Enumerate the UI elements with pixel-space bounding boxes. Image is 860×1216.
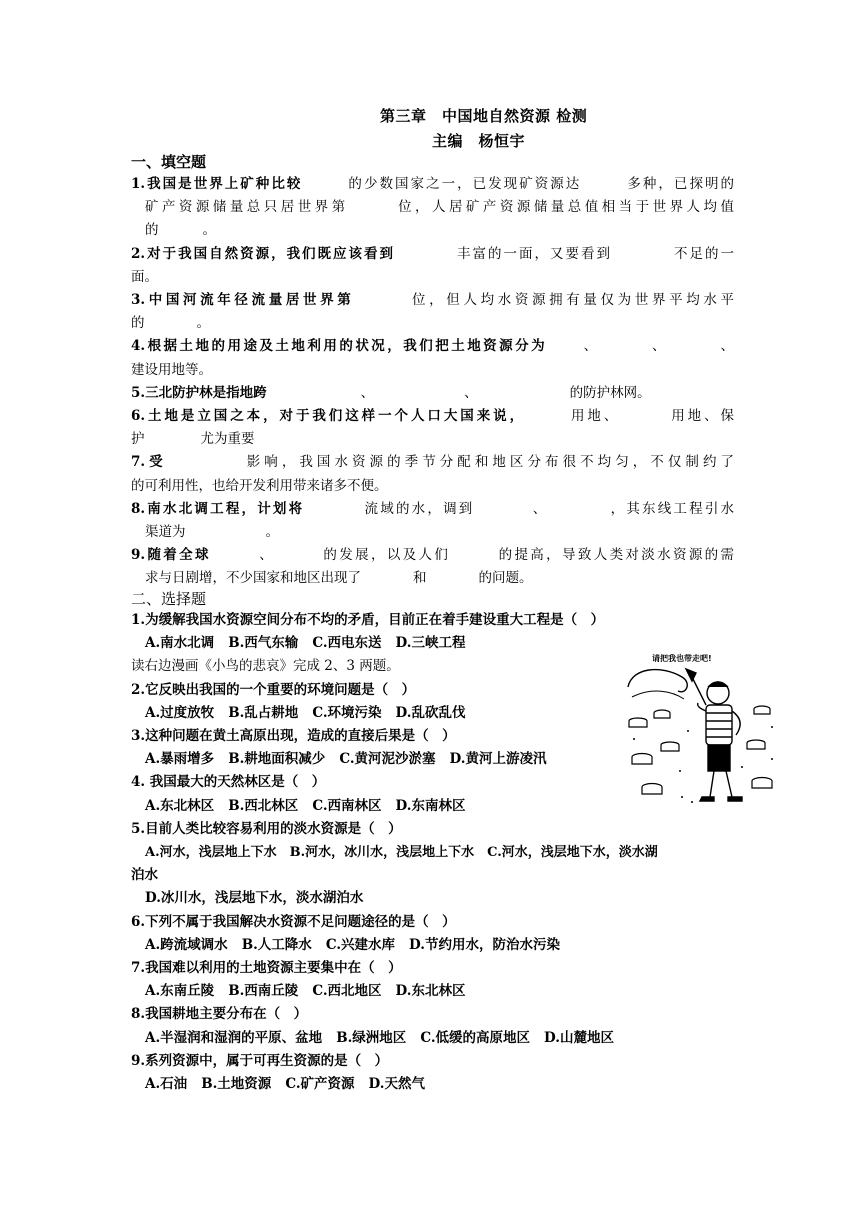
choice-question-9: 9.系列资源中，属于可再生资源的是（ ） [131, 1052, 389, 1069]
choice-options-7: A.东南丘陵 B.西南丘陵 C.西北地区 D.东北林区 [145, 983, 466, 1000]
flight-path-icon [628, 670, 687, 692]
question-2-line: 2.对于我国自然资源，我们既应该看到 丰富的一面，又要看到 不足的一 [131, 245, 735, 262]
flight-path-icon [632, 691, 684, 699]
question-9-line: 求与日剧增，不少国家和地区出现了 和 的问题。 [145, 570, 533, 587]
striped-shirt [706, 705, 732, 745]
choice-question-6: 6.下列不属于我国解决水资源不足问题途径的是（ ） [131, 913, 456, 930]
cartoon-instruction: 读右边漫画《小鸟的悲哀》完成 2、3 两题。 [131, 658, 400, 675]
tree-stump-icon [632, 754, 652, 765]
tree-stump-icon [661, 742, 679, 751]
choice-options-9: A.石油 B.土地资源 C.矿产资源 D.天然气 [145, 1076, 425, 1093]
tree-stump-icon [752, 778, 772, 789]
question-1-line: 矿产资源储量总只居世界第 位，人居矿产资源储量总值相当于世界人均值 [145, 199, 734, 216]
choice-options-6: A.跨流域调水 B.人工降水 C.兴建水库 D.节约用水，防治水污染 [145, 936, 560, 953]
choice-question-7: 7.我国难以利用的土地资源主要集中在（ ） [131, 960, 402, 977]
choice-question-3: 3.这种问题在黄土高原出现，造成的直接后果是（ ） [131, 728, 456, 745]
question-7-line: 的可利用性，也给开发利用带来诸多不便。 [131, 477, 388, 494]
choice-question-5: 5.目前人类比较容易利用的淡水资源是（ ） [131, 820, 402, 837]
choice-options-5: D.冰川水，浅层地下水，淡水湖泊水 [145, 890, 364, 907]
question-2-line: 面。 [131, 268, 158, 285]
choice-question-2: 2.它反映出我国的一个重要的环境问题是（ ） [131, 681, 416, 698]
choice-question-1: 1.为缓解我国水资源空间分布不均的矛盾，目前正在着手建设重大工程是（ ） [131, 612, 605, 628]
choice-options-2: A.过度放牧 B.乱占耕地 C.环境污染 D.乱砍乱伐 [145, 704, 466, 721]
question-8-line: 渠道为 。 [145, 524, 279, 541]
tree-stump-icon [629, 718, 647, 727]
choice-question-8: 8.我国耕地主要分布在（ ） [131, 1006, 308, 1023]
question-9-line: 9.随着全球 、 的发展，以及人们 的提高，导致人类对淡水资源的需 [131, 547, 735, 564]
question-8-line: 8.南水北调工程，计划将 流域的水，调到 、 ，其东线工程引水 [131, 500, 735, 517]
lumberjack-figure [686, 669, 742, 801]
question-6-line: 护 尤为重要 [131, 431, 255, 448]
tree-stump-icon [654, 710, 670, 718]
section-fill-blank-heading: 一、填空题 [131, 153, 207, 171]
fill-blank-questions [131, 173, 734, 591]
question-6-line: 6.土地是立国之本，对于我们这样一个人口大国来说， 用地、 用地、保 [131, 408, 735, 425]
trousers [708, 745, 730, 771]
choice-options-1: A.南水北调 B.西气东输 C.西电东送 D.三峡工程 [145, 635, 466, 652]
tree-stump-icon [747, 740, 765, 749]
question-1-line: 1.我国是世界上矿种比较 的少数国家之一，已发现矿资源达 多种，已探明的 [131, 176, 735, 192]
question-5-line: 5.三北防护林是指地跨 、 、 的防护林网。 [131, 384, 651, 401]
choice-options-5: A.河水，浅层地上下水 B.河水，冰川水，浅层地上下水 C.河水，浅层地下水，淡水湖 [145, 845, 658, 861]
question-7-line: 7.受 影响，我国水资源的季节分配和地区分布很不均匀，不仅制约了 [131, 454, 734, 471]
choice-question-4: 4. 我国最大的天然林区是（ ） [131, 774, 326, 791]
bird-sorrow-cartoon [622, 647, 782, 810]
question-4-line: 4.根据土地的用途及土地利用的状况，我们把土地资源分为 、 、 、 [131, 338, 735, 355]
question-3-line: 的 。 [131, 315, 210, 332]
editor-line: 主编 杨恒宇 [432, 132, 526, 150]
tree-stumps [629, 706, 772, 794]
section-choice-heading: 二、选择题 [131, 590, 207, 608]
axe-head-icon [686, 669, 696, 681]
worksheet-title: 第三章 中国地自然资源 检测 [380, 107, 588, 125]
choice-options-8: A.半湿润和湿润的平原、盆地 B.绿洲地区 C.低缓的高原地区 D.山麓地区 [145, 1029, 614, 1046]
choice-options-3: A.暴雨增多 B.耕地面积减少 C.黄河泥沙淤塞 D.黄河上游凌汛 [145, 751, 547, 768]
question-4-line: 建设用地等。 [131, 361, 212, 378]
tree-stump-icon [642, 784, 662, 795]
question-3-line: 3.中国河流年径流量居世界第 位，但人均水资源拥有量仅为世界平均水平 [131, 292, 735, 309]
choice-options-4: A.东北林区 B.西北林区 C.西南林区 D.东南林区 [145, 797, 466, 814]
tree-stump-icon [754, 706, 770, 714]
cartoon-caption: 请把我也带走吧! [652, 654, 712, 663]
axe-handle-icon [692, 677, 706, 705]
question-1-line: 的 。 [145, 222, 216, 239]
choice-options-5: 泊水 [131, 867, 158, 884]
